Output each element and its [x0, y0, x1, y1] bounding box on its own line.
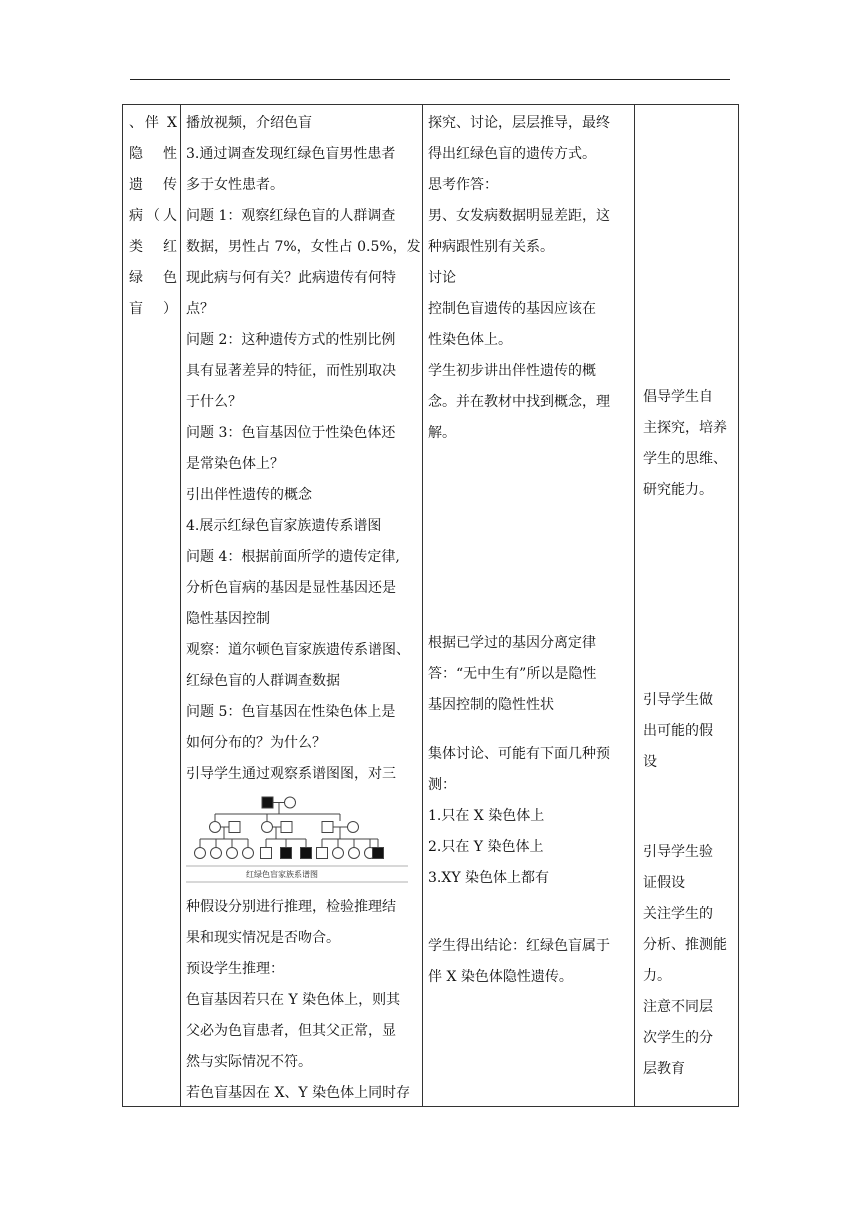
female-symbol — [262, 822, 273, 833]
student-block — [428, 931, 633, 993]
intent-line: 主探究，培养 — [643, 420, 727, 436]
intent-line: 出可能的假 — [643, 723, 713, 739]
design-intent-column — [643, 105, 733, 1105]
male-symbol — [281, 822, 292, 833]
female-symbol — [243, 848, 254, 859]
student-block — [428, 628, 633, 721]
topic-line: 隐 性 — [129, 146, 177, 162]
column-divider — [634, 105, 635, 1106]
teacher-line: 果和现实情况是否吻合。 — [186, 930, 340, 946]
header-rule — [130, 79, 730, 80]
intent-line: 设 — [643, 754, 657, 770]
student-line: 测： — [428, 777, 456, 793]
male-symbol — [322, 822, 333, 833]
teacher-line: 预设学生推理： — [186, 961, 284, 977]
column-divider — [180, 105, 181, 1106]
intent-line: 证假设 — [643, 875, 685, 891]
student-line: 思考作答： — [428, 177, 498, 193]
intent-line: 学生的思维、 — [643, 451, 727, 467]
teacher-line: 种假设分别进行推理，检验推理结 — [186, 899, 396, 915]
student-activity-column — [428, 108, 628, 1108]
female-symbol — [211, 848, 222, 859]
teacher-line: 问题 2：这种遗传方式的性别比例 — [186, 332, 396, 348]
topic-line: 盲） — [129, 301, 177, 317]
student-line: 集体讨论、可能有下面几种预 — [428, 746, 610, 762]
intent-block — [643, 685, 735, 778]
intent-block — [643, 382, 735, 506]
teacher-line: 如何分布的？为什么？ — [186, 735, 326, 751]
teacher-line: 若色盲基因在 X、Y 染色体上同时存 — [186, 1085, 411, 1101]
teacher-line: 数据，男性占 7%，女性占 0.5%，发 — [186, 239, 421, 255]
topic-line: 遗 传 — [129, 177, 177, 193]
teacher-line: 3.通过调查发现红绿色盲男性患者 — [186, 146, 396, 162]
student-line: 2.只在 Y 染色体上 — [428, 839, 544, 855]
intent-line: 分析、推测能 — [643, 937, 727, 953]
affected-male-symbol — [281, 848, 292, 859]
student-line: 男、女发病数据明显差距，这 — [428, 208, 610, 224]
intent-line: 关注学生的 — [643, 906, 713, 922]
affected-male-symbol — [262, 797, 273, 808]
student-line: 念。并在教材中找到概念，理 — [428, 394, 610, 410]
female-symbol — [210, 822, 221, 833]
student-line: 探究、讨论，层层推导，最终 — [428, 115, 610, 131]
teacher-line: 现此病与何有关？此病遗传有何特 — [186, 270, 396, 286]
intent-line: 倡导学生自 — [643, 389, 713, 405]
teacher-line: 引出伴性遗传的概念 — [186, 487, 312, 503]
female-symbol — [227, 848, 238, 859]
topic-line: 病（人 — [129, 208, 177, 224]
female-symbol — [285, 797, 296, 808]
student-line: 种病跟性别有关系。 — [428, 239, 554, 255]
teacher-activity-column — [186, 108, 420, 1109]
student-line: 伴 X 染色体隐性遗传。 — [428, 969, 573, 985]
male-symbol — [229, 822, 240, 833]
teacher-line: 于什么？ — [186, 394, 242, 410]
teacher-line: 分析色盲病的基因是显性基因还是 — [186, 580, 396, 596]
affected-male-symbol — [301, 848, 312, 859]
student-line: 解。 — [428, 425, 456, 441]
student-line: 答：“无中生有”所以是隐性 — [428, 666, 597, 682]
student-line: 基因控制的隐性性状 — [428, 697, 554, 713]
teacher-line: 引导学生通过观察系谱图图，对三 — [186, 766, 396, 782]
pedigree-caption: 红绿色盲家族系谱图 — [246, 870, 318, 879]
teacher-line: 4.展示红绿色盲家族遗传系谱图 — [186, 518, 382, 534]
lesson-table — [122, 104, 739, 1107]
teacher-line: 色盲基因若只在 Y 染色体上，则其 — [186, 992, 401, 1008]
female-symbol — [333, 848, 344, 859]
intent-line: 研究能力。 — [643, 482, 713, 498]
teacher-line: 红绿色盲的人群调查数据 — [186, 673, 340, 689]
column-divider — [422, 105, 423, 1106]
topic-line: 绿 色 — [129, 270, 177, 286]
intent-line: 引导学生验 — [643, 844, 713, 860]
teacher-line: 观察：道尔顿色盲家族遗传系谱图、 — [186, 642, 410, 658]
student-line: 控制色盲遗传的基因应该在 — [428, 301, 596, 317]
intent-line: 注意不同层 — [643, 999, 713, 1015]
student-line: 性染色体上。 — [428, 332, 512, 348]
intent-line: 层教育 — [643, 1061, 685, 1077]
intent-block — [643, 837, 735, 1085]
student-line: 学生得出结论：红绿色盲属于 — [428, 938, 610, 954]
teacher-line: 问题 1：观察红绿色盲的人群调查 — [186, 208, 396, 224]
teacher-line: 问题 4：根据前面所学的遗传定律, — [186, 549, 400, 565]
teacher-line: 隐性基因控制 — [186, 611, 270, 627]
student-line: 得出红绿色盲的遗传方式。 — [428, 146, 596, 162]
student-block — [428, 739, 633, 894]
topic-line: 类 红 — [129, 239, 177, 255]
teacher-line: 然与实际情况不符。 — [186, 1054, 312, 1070]
male-symbol — [317, 848, 328, 859]
teacher-line: 播放视频，介绍色盲 — [186, 115, 312, 131]
student-line: 根据已学过的基因分离定律 — [428, 635, 596, 651]
intent-line: 次学生的分 — [643, 1030, 713, 1046]
affected-male-symbol — [373, 848, 384, 859]
student-line: 学生初步讲出伴性遗传的概 — [428, 363, 596, 379]
student-block — [428, 108, 633, 449]
topic-line: 、伴 X — [129, 115, 177, 131]
pedigree-chart — [182, 794, 422, 886]
student-line: 讨论 — [428, 270, 456, 286]
student-line: 1.只在 X 染色体上 — [428, 808, 545, 824]
teacher-line: 点？ — [186, 301, 214, 317]
teacher-line: 父必为色盲患者，但其父正常，显 — [186, 1023, 396, 1039]
teacher-line: 具有显著差异的特征，而性别取决 — [186, 363, 396, 379]
teacher-line: 问题 3：色盲基因位于性染色体还 — [186, 425, 396, 441]
teacher-line: 多于女性患者。 — [186, 177, 284, 193]
female-symbol — [349, 848, 360, 859]
student-line: 3.XY 染色体上都有 — [428, 870, 550, 886]
intent-line: 引导学生做 — [643, 692, 713, 708]
topic-column — [129, 108, 177, 325]
female-symbol — [348, 822, 359, 833]
male-symbol — [261, 848, 272, 859]
teacher-line: 是常染色体上？ — [186, 456, 284, 472]
teacher-line: 问题 5：色盲基因在性染色体上是 — [186, 704, 396, 720]
female-symbol — [195, 848, 206, 859]
intent-line: 力。 — [643, 968, 671, 984]
